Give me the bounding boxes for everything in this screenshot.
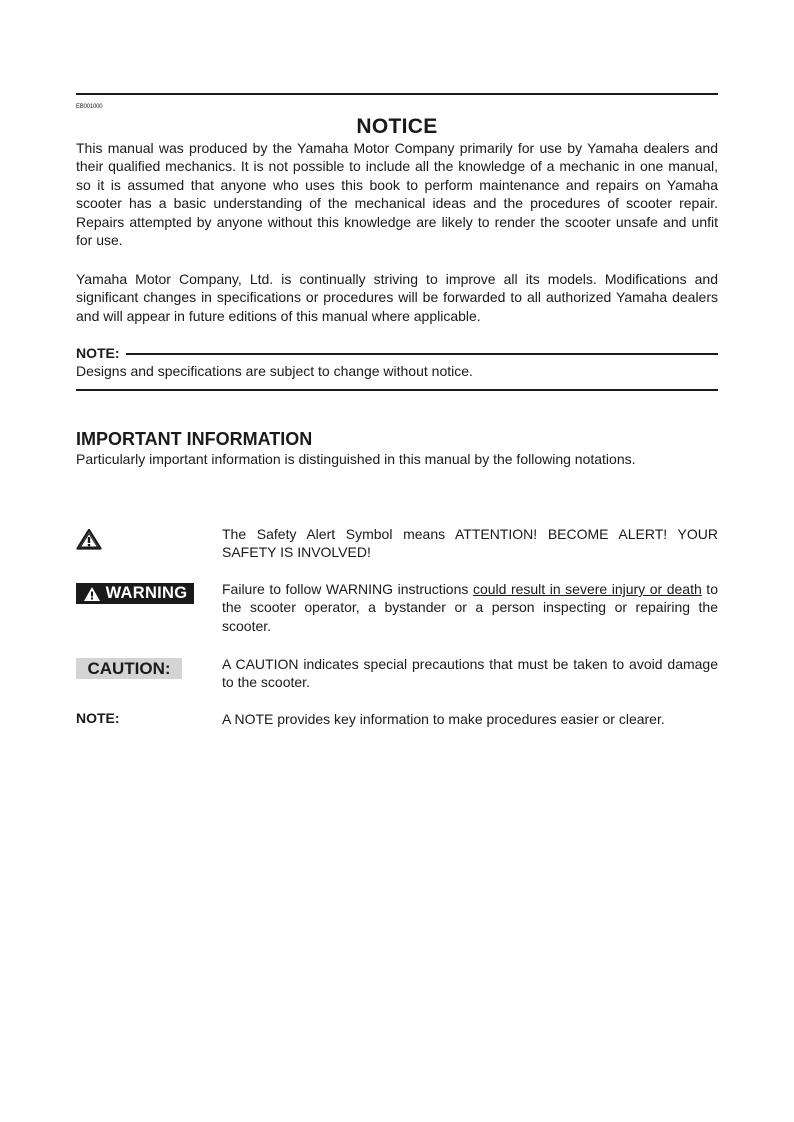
safety-alert-icon: [76, 528, 102, 555]
note-bottom-rule: [76, 389, 718, 391]
warning-badge: [76, 583, 194, 604]
note-label: NOTE:: [76, 345, 120, 361]
warning-text-start: Failure to follow WARNING instructions: [222, 581, 473, 597]
safety-alert-text: The Safety Alert Symbol means ATTENTION! BECOME ALERT! YOUR SAFETY IS INVOLVED!: [222, 526, 718, 561]
note-notation-label: NOTE:: [76, 710, 120, 726]
note-header: [76, 344, 718, 362]
caution-label: CAUTION:: [87, 658, 171, 678]
important-information-title: IMPORTANT INFORMATION: [76, 429, 313, 449]
note-text: Designs and specifications are subject to change without notice.: [76, 363, 473, 379]
important-information-intro: Particularly important information is distinguished in this manual by the following notations.: [76, 451, 636, 467]
caution-badge: [76, 658, 182, 679]
note-rule: [126, 353, 718, 355]
top-rule: [76, 93, 718, 95]
notice-paragraph-1: This manual was produced by the Yamaha Motor Company primarily for use by Yamaha dealers and their qualified mechanics. It is not possible to include all the knowledge of a mechanic in one manual, so it is assumed that anyone who uses this book to perform maintenance and repairs on Yamaha scooter has a basic understanding of the mechanical ideas and the procedures of scooter repair. Repairs attempted by anyone without this knowledge are likely to render the scooter unsafe and unfit for use.: [76, 140, 718, 249]
warning-text-end: to the scooter operator, a bystander or a person inspecting or repairing the scooter.: [222, 581, 718, 634]
notice-paragraph-2: Yamaha Motor Company, Ltd. is continually striving to improve all its models. Modifications and significant changes in specifications or procedures will be forwarded to all authorized Yamaha dealers and will appear in future editions of this manual where applicable.: [76, 271, 718, 324]
note-notation-text: A NOTE provides key information to make procedures easier or clearer.: [222, 711, 665, 727]
caution-text: A CAUTION indicates special precautions that must be taken to avoid damage to the scooter.: [222, 656, 718, 691]
warning-label: WARNING: [105, 584, 188, 602]
warning-text: [222, 580, 718, 635]
document-code: EB001000: [76, 104, 103, 110]
warning-triangle-icon: [83, 586, 101, 602]
warning-text-underlined: could result in severe injury or death: [472, 581, 702, 597]
notice-title: NOTICE: [356, 115, 438, 138]
